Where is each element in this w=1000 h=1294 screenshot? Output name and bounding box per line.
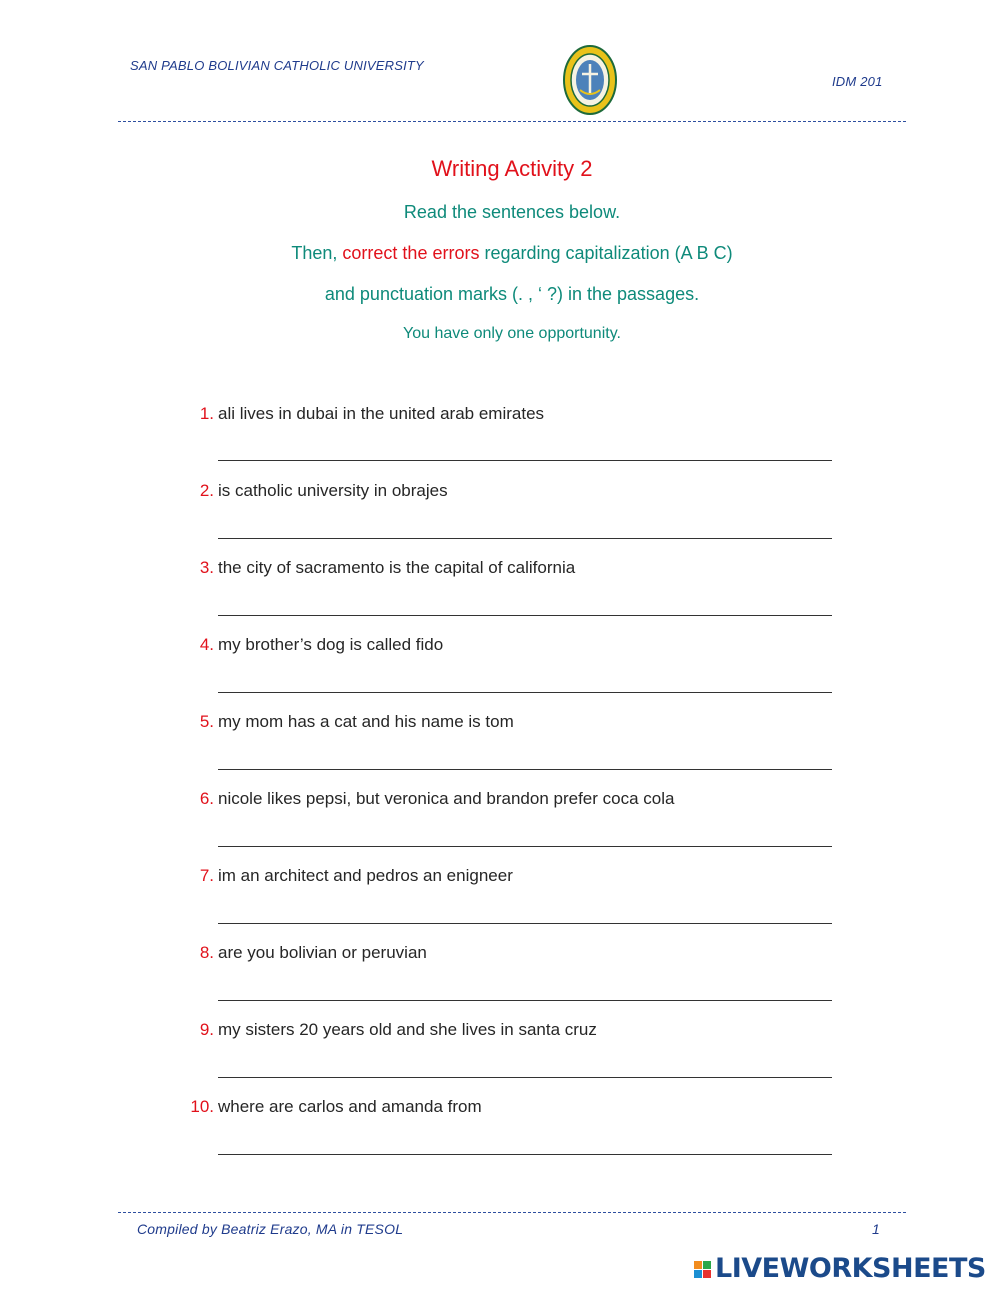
item-sentence: my mom has a cat and his name is tom — [218, 712, 514, 731]
item-sentence: my sisters 20 years old and she lives in santa cruz — [218, 1020, 597, 1039]
item-number: 3. — [199, 558, 214, 577]
item-sentence: my brother’s dog is called fido — [218, 635, 444, 654]
footer-divider — [118, 1212, 906, 1213]
item-sentence: where are carlos and amanda from — [218, 1097, 482, 1116]
university-seal-icon — [562, 44, 618, 116]
instruction-highlight: correct the errors — [342, 243, 480, 263]
answer-field[interactable] — [218, 1077, 832, 1078]
activity-title: Writing Activity 2 — [431, 156, 593, 181]
course-code: IDM 201 — [832, 74, 883, 89]
item-number: 8. — [199, 943, 214, 962]
liveworksheets-brand: LIVEWORKSHEETS — [715, 1253, 986, 1284]
item-sentence: ali lives in dubai in the united arab emirates — [218, 404, 545, 423]
footer-credit: Compiled by Beatriz Erazo, MA in TESOL — [137, 1221, 404, 1237]
answer-field[interactable] — [218, 1000, 832, 1001]
university-name: SAN PABLO BOLIVIAN CATHOLIC UNIVERSITY — [130, 58, 424, 73]
item-number: 1. — [199, 404, 214, 423]
header-divider — [118, 121, 906, 122]
liveworksheets-watermark — [694, 1254, 986, 1284]
answer-field[interactable] — [218, 692, 832, 693]
answer-field[interactable] — [218, 538, 832, 539]
answer-field[interactable] — [218, 769, 832, 770]
instruction-line-2 — [0, 243, 1000, 264]
item-number: 6. — [199, 789, 214, 808]
item-sentence: the city of sacramento is the capital of california — [218, 558, 576, 577]
answer-field[interactable] — [218, 460, 832, 461]
item-number: 7. — [199, 866, 214, 885]
instruction-line-1: Read the sentences below. — [403, 202, 621, 222]
page-number: 1 — [872, 1221, 880, 1237]
answer-field[interactable] — [218, 1154, 832, 1155]
liveworksheets-logo-icon — [694, 1261, 711, 1278]
answer-field[interactable] — [218, 615, 832, 616]
item-number: 10. — [190, 1097, 214, 1116]
answer-field[interactable] — [218, 846, 832, 847]
item-sentence: im an architect and pedros an enigneer — [218, 866, 513, 885]
instruction-line-4: You have only one opportunity. — [403, 325, 621, 342]
answer-field[interactable] — [218, 923, 832, 924]
item-number: 4. — [199, 635, 214, 654]
item-number: 5. — [199, 712, 214, 731]
item-sentence: is catholic university in obrajes — [218, 481, 448, 500]
item-number: 2. — [199, 481, 214, 500]
instruction-suffix: regarding capitalization (A B C) — [479, 243, 733, 263]
instruction-prefix: Then, — [291, 243, 343, 263]
item-sentence: are you bolivian or peruvian — [218, 943, 427, 962]
instruction-line-3: and punctuation marks (. , ‘ ?) in the passages. — [324, 284, 700, 304]
item-number: 9. — [199, 1020, 214, 1039]
item-sentence: nicole likes pepsi, but veronica and brandon prefer coca cola — [218, 789, 675, 808]
